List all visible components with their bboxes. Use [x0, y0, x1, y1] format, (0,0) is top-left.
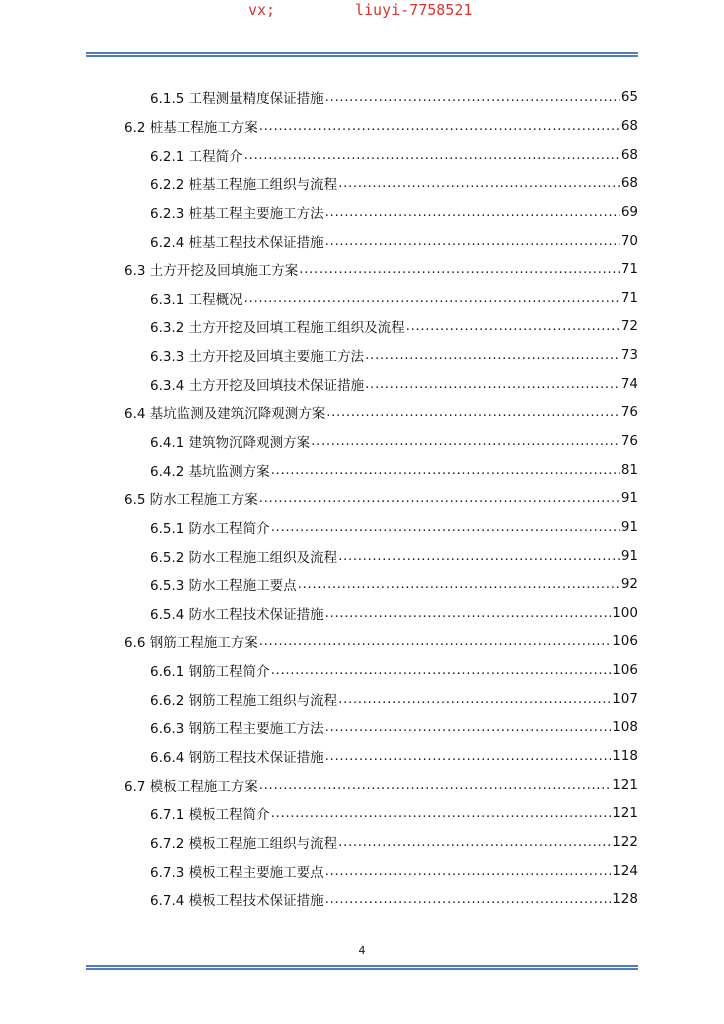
toc-entry-title: 6.2.3 桩基工程主要施工方法: [150, 205, 324, 222]
toc-entry-page-number: 72: [620, 318, 638, 335]
toc-dot-leader: [338, 834, 611, 850]
toc-entry-page-number: 106: [612, 662, 638, 679]
toc-dot-leader: [365, 347, 620, 363]
toc-dot-leader: [271, 805, 612, 821]
toc-entry-page-number: 128: [612, 891, 638, 908]
toc-entry-page-number: 92: [620, 576, 638, 593]
toc-entry-page-number: 121: [612, 776, 638, 793]
toc-dot-leader: [326, 404, 620, 420]
toc-dot-leader: [259, 118, 620, 134]
toc-entry-page-number: 73: [620, 347, 638, 364]
toc-dot-leader: [325, 748, 612, 764]
toc-entry-title: 6.6 钢筋工程施工方案: [124, 635, 258, 652]
toc-subsection-entry[interactable]: [150, 369, 638, 398]
watermark-left-text: vx;: [248, 1, 276, 19]
toc-entry-page-number: 76: [620, 433, 638, 449]
toc-dot-leader: [325, 204, 620, 220]
toc-entry-title: 6.5.4 防水工程技术保证措施: [150, 606, 324, 623]
toc-subsection-entry[interactable]: [150, 198, 638, 227]
toc-subsection-entry[interactable]: [150, 226, 638, 255]
toc-entry-page-number: 121: [612, 805, 638, 822]
table-of-contents: [0, 83, 724, 914]
toc-entry-page-number: 118: [612, 748, 638, 765]
toc-entry-page-number: 122: [612, 833, 638, 850]
toc-entry-page-number: 124: [612, 862, 638, 879]
toc-dot-leader: [325, 233, 620, 249]
toc-entry-page-number: 76: [620, 404, 638, 421]
toc-subsection-entry[interactable]: [150, 684, 638, 713]
toc-section-entry[interactable]: [124, 627, 638, 656]
toc-dot-leader: [244, 290, 620, 306]
toc-dot-leader: [311, 433, 620, 449]
toc-entry-title: 6.2.4 桩基工程技术保证措施: [150, 234, 324, 251]
toc-entry-title: 6.5.2 防水工程施工组织及流程: [150, 549, 338, 566]
toc-entry-page-number: 71: [620, 261, 638, 278]
toc-entry-title: 6.4 基坑监测及建筑沉降观测方案: [124, 406, 326, 423]
toc-entry-title: 6.6.2 钢筋工程施工组织与流程: [150, 692, 338, 709]
toc-entry-page-number: 107: [612, 690, 638, 707]
toc-entry-title: 6.6.3 钢筋工程主要施工方法: [150, 721, 324, 738]
toc-subsection-entry[interactable]: [150, 312, 638, 341]
page-number: 4: [358, 944, 366, 957]
toc-dot-leader: [259, 490, 620, 506]
toc-dot-leader: [325, 863, 612, 879]
toc-dot-leader: [325, 891, 612, 907]
toc-entry-page-number: 69: [620, 203, 638, 220]
toc-entry-title: 6.3 土方开挖及回填施工方案: [124, 263, 299, 280]
toc-subsection-entry[interactable]: [150, 341, 638, 370]
toc-dot-leader: [259, 633, 611, 649]
footer-double-rule: [86, 965, 638, 970]
header-double-rule: [86, 52, 638, 57]
toc-entry-title: 6.6.1 钢筋工程简介: [150, 664, 270, 681]
watermark-right-text: liuyi-7758521: [355, 1, 473, 19]
toc-entry-title: 6.4.1 建筑物沉降观测方案: [150, 435, 311, 451]
toc-section-entry[interactable]: [124, 255, 638, 284]
toc-subsection-entry[interactable]: [150, 140, 638, 169]
toc-entry-title: 6.7.1 模板工程简介: [150, 807, 270, 824]
toc-subsection-entry[interactable]: [150, 599, 638, 628]
toc-entry-page-number: 71: [620, 289, 638, 306]
toc-subsection-entry[interactable]: [150, 283, 638, 312]
toc-entry-page-number: 74: [620, 375, 638, 392]
toc-dot-leader: [271, 462, 620, 478]
toc-dot-leader: [325, 719, 612, 735]
toc-section-entry[interactable]: [124, 484, 638, 513]
toc-entry-page-number: 91: [620, 518, 638, 535]
toc-subsection-entry[interactable]: [150, 799, 638, 828]
toc-entry-page-number: 108: [612, 719, 638, 736]
toc-entry-page-number: 106: [612, 633, 638, 650]
toc-entry-title: 6.5.3 防水工程施工要点: [150, 578, 297, 595]
toc-section-entry[interactable]: [124, 770, 638, 799]
toc-subsection-entry[interactable]: [150, 656, 638, 685]
toc-entry-title: 6.3.1 工程概况: [150, 291, 243, 308]
toc-entry-title: 6.2 桩基工程施工方案: [124, 119, 258, 136]
toc-entry-title: 6.7.3 模板工程主要施工要点: [150, 864, 324, 881]
toc-entry-page-number: 91: [620, 490, 638, 507]
toc-entry-title: 6.7.4 模板工程技术保证措施: [150, 893, 324, 910]
toc-entry-title: 6.2.2 桩基工程施工组织与流程: [150, 177, 338, 194]
toc-dot-leader: [244, 147, 620, 163]
toc-dot-leader: [338, 548, 620, 564]
toc-dot-leader: [259, 777, 611, 793]
toc-subsection-entry[interactable]: [150, 541, 638, 570]
toc-entry-title: 6.4.2 基坑监测方案: [150, 463, 270, 480]
toc-entry-page-number: 68: [620, 146, 638, 163]
toc-subsection-entry[interactable]: [150, 885, 638, 914]
toc-subsection-entry[interactable]: [150, 570, 638, 599]
toc-entry-title: 6.5.1 防水工程简介: [150, 520, 270, 537]
toc-dot-leader: [338, 691, 611, 707]
toc-dot-leader: [365, 376, 620, 392]
toc-dot-leader: [338, 175, 620, 191]
toc-entry-title: 6.3.4 土方开挖及回填技术保证措施: [150, 377, 365, 394]
toc-subsection-entry[interactable]: [150, 427, 638, 456]
toc-entry-title: 6.3.3 土方开挖及回填主要施工方法: [150, 349, 365, 366]
toc-entry-page-number: 100: [612, 604, 638, 621]
toc-subsection-entry[interactable]: [150, 742, 638, 771]
toc-subsection-entry[interactable]: [150, 828, 638, 857]
toc-subsection-entry[interactable]: [150, 513, 638, 542]
toc-entry-title: 6.3.2 土方开挖及回填工程施工组织及流程: [150, 320, 405, 337]
toc-dot-leader: [325, 89, 620, 105]
toc-dot-leader: [406, 318, 620, 334]
toc-subsection-entry[interactable]: [150, 455, 638, 484]
toc-entry-page-number: 68: [620, 175, 638, 192]
watermark: [0, 0, 724, 22]
toc-subsection-entry[interactable]: [150, 856, 638, 885]
toc-entry-title: 6.7.2 模板工程施工组织与流程: [150, 835, 338, 852]
toc-entry-page-number: 91: [620, 547, 638, 564]
toc-entry-page-number: 65: [620, 89, 638, 106]
toc-entry-title: 6.7 模板工程施工方案: [124, 778, 258, 795]
toc-dot-leader: [299, 261, 620, 277]
toc-entry-title: 6.1.5 工程测量精度保证措施: [150, 91, 324, 108]
toc-entry-title: 6.6.4 钢筋工程技术保证措施: [150, 750, 324, 767]
toc-subsection-entry[interactable]: [150, 83, 638, 112]
toc-dot-leader: [298, 576, 620, 592]
toc-entry-page-number: 68: [620, 117, 638, 134]
toc-section-entry[interactable]: [124, 112, 638, 141]
toc-subsection-entry[interactable]: [150, 713, 638, 742]
toc-subsection-entry[interactable]: [150, 169, 638, 198]
toc-dot-leader: [271, 662, 612, 678]
toc-entry-title: 6.5 防水工程施工方案: [124, 492, 258, 509]
toc-section-entry[interactable]: [124, 398, 638, 427]
toc-entry-page-number: 70: [620, 232, 638, 249]
toc-dot-leader: [271, 519, 620, 535]
toc-entry-page-number: 81: [620, 461, 638, 478]
toc-dot-leader: [325, 605, 612, 621]
toc-entry-title: 6.2.1 工程简介: [150, 148, 243, 165]
